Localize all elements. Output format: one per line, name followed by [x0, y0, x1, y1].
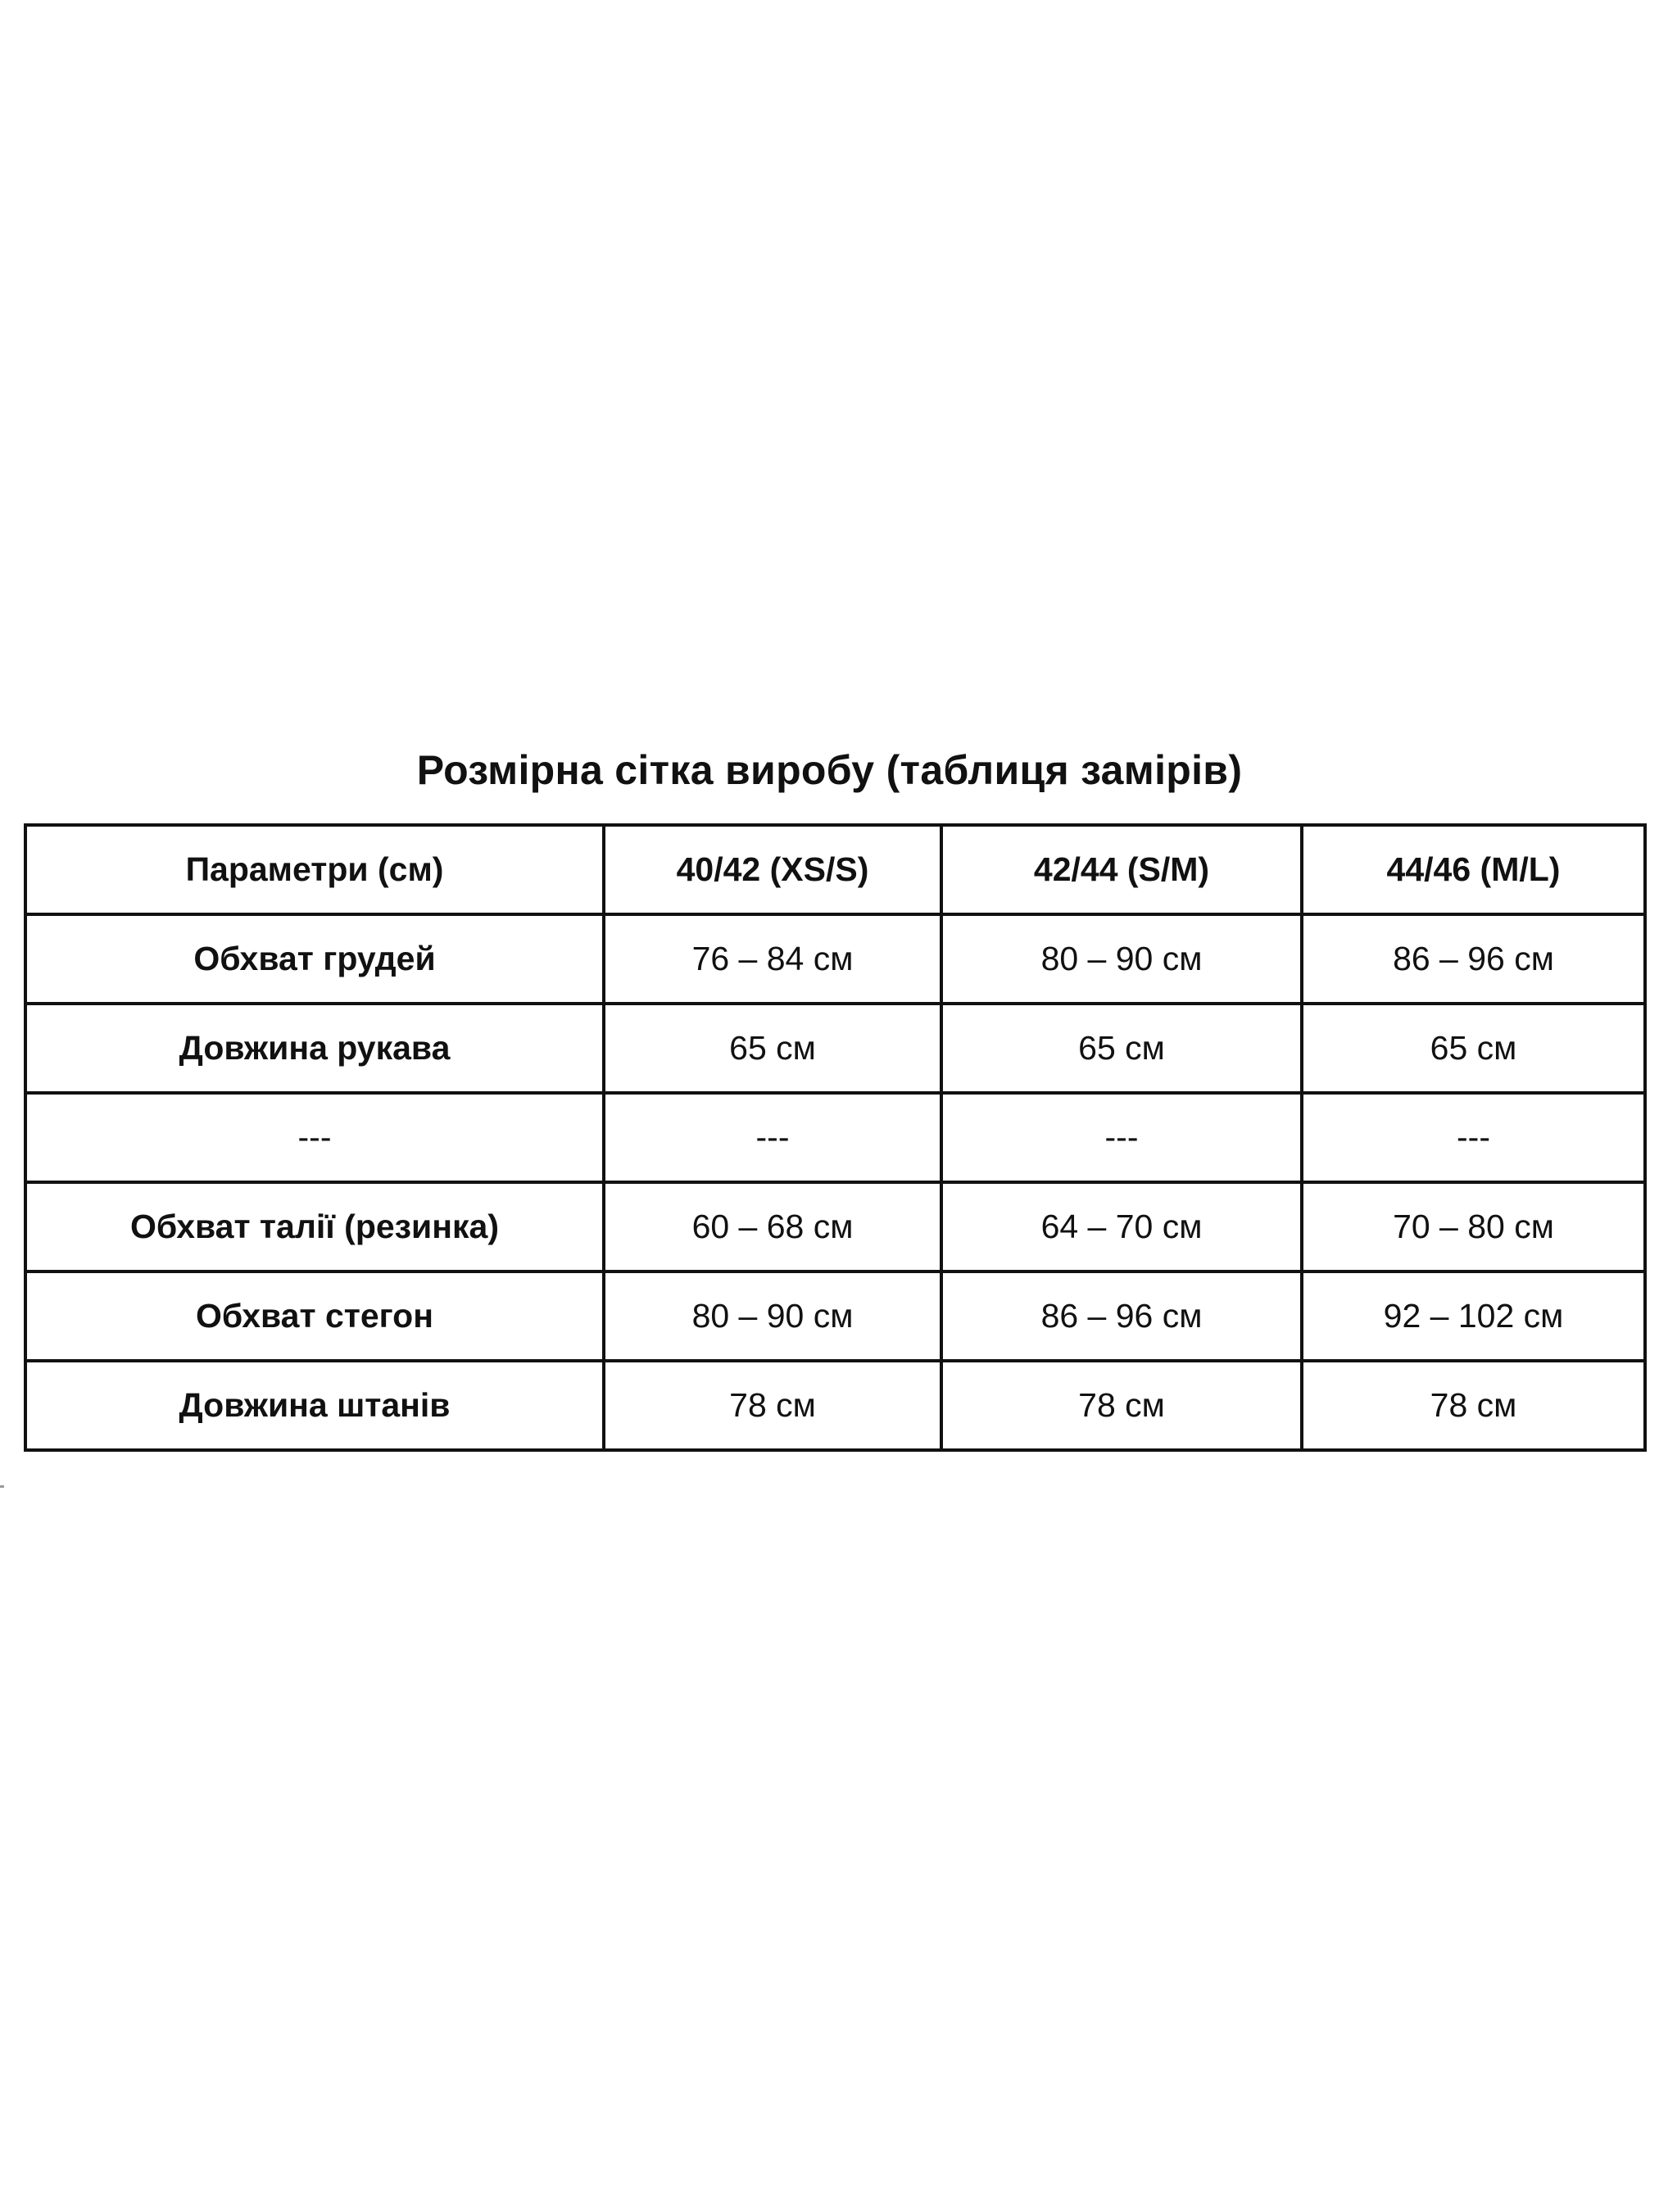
- table-cell: 86 – 96 см: [1302, 914, 1645, 1004]
- header-cell-size-42-44: 42/44 (S/M): [941, 825, 1302, 914]
- table-cell: 60 – 68 см: [604, 1182, 941, 1271]
- table-cell: 76 – 84 см: [604, 914, 941, 1004]
- edge-mark: [0, 1485, 4, 1488]
- table-header-row: [25, 825, 1645, 914]
- row-label-pants-length: Довжина штанів: [25, 1361, 604, 1450]
- table-cell: 65 см: [941, 1004, 1302, 1093]
- row-label-waist: Обхват талії (резинка): [25, 1182, 604, 1271]
- row-label-chest: Обхват грудей: [25, 914, 604, 1004]
- table-cell: 78 см: [941, 1361, 1302, 1450]
- table-row: [25, 1182, 1645, 1271]
- table-cell: 65 см: [604, 1004, 941, 1093]
- table-cell: ---: [604, 1093, 941, 1182]
- table-row: [25, 1004, 1645, 1093]
- table-cell: ---: [1302, 1093, 1645, 1182]
- header-cell-size-40-42: 40/42 (XS/S): [604, 825, 941, 914]
- table-cell: ---: [25, 1093, 604, 1182]
- table-cell: 80 – 90 см: [604, 1271, 941, 1361]
- table-title: Розмірна сітка виробу (таблиця замірів): [416, 747, 1243, 793]
- row-label-sleeve-length: Довжина рукава: [25, 1004, 604, 1093]
- table-cell: 78 см: [1302, 1361, 1645, 1450]
- table-cell: 70 – 80 см: [1302, 1182, 1645, 1271]
- table-cell: 92 – 102 см: [1302, 1271, 1645, 1361]
- table-row-separator: [25, 1093, 1645, 1182]
- size-chart-table: [24, 823, 1647, 1452]
- table-cell: 64 – 70 см: [941, 1182, 1302, 1271]
- table-cell: ---: [941, 1093, 1302, 1182]
- table-cell: 78 см: [604, 1361, 941, 1450]
- table-row: [25, 914, 1645, 1004]
- table-cell: 86 – 96 см: [941, 1271, 1302, 1361]
- table-row: [25, 1361, 1645, 1450]
- table-row: [25, 1271, 1645, 1361]
- table-cell: 65 см: [1302, 1004, 1645, 1093]
- table-cell: 80 – 90 см: [941, 914, 1302, 1004]
- row-label-hips: Обхват стегон: [25, 1271, 604, 1361]
- header-cell-parameters: Параметри (см): [25, 825, 604, 914]
- header-cell-size-44-46: 44/46 (M/L): [1302, 825, 1645, 914]
